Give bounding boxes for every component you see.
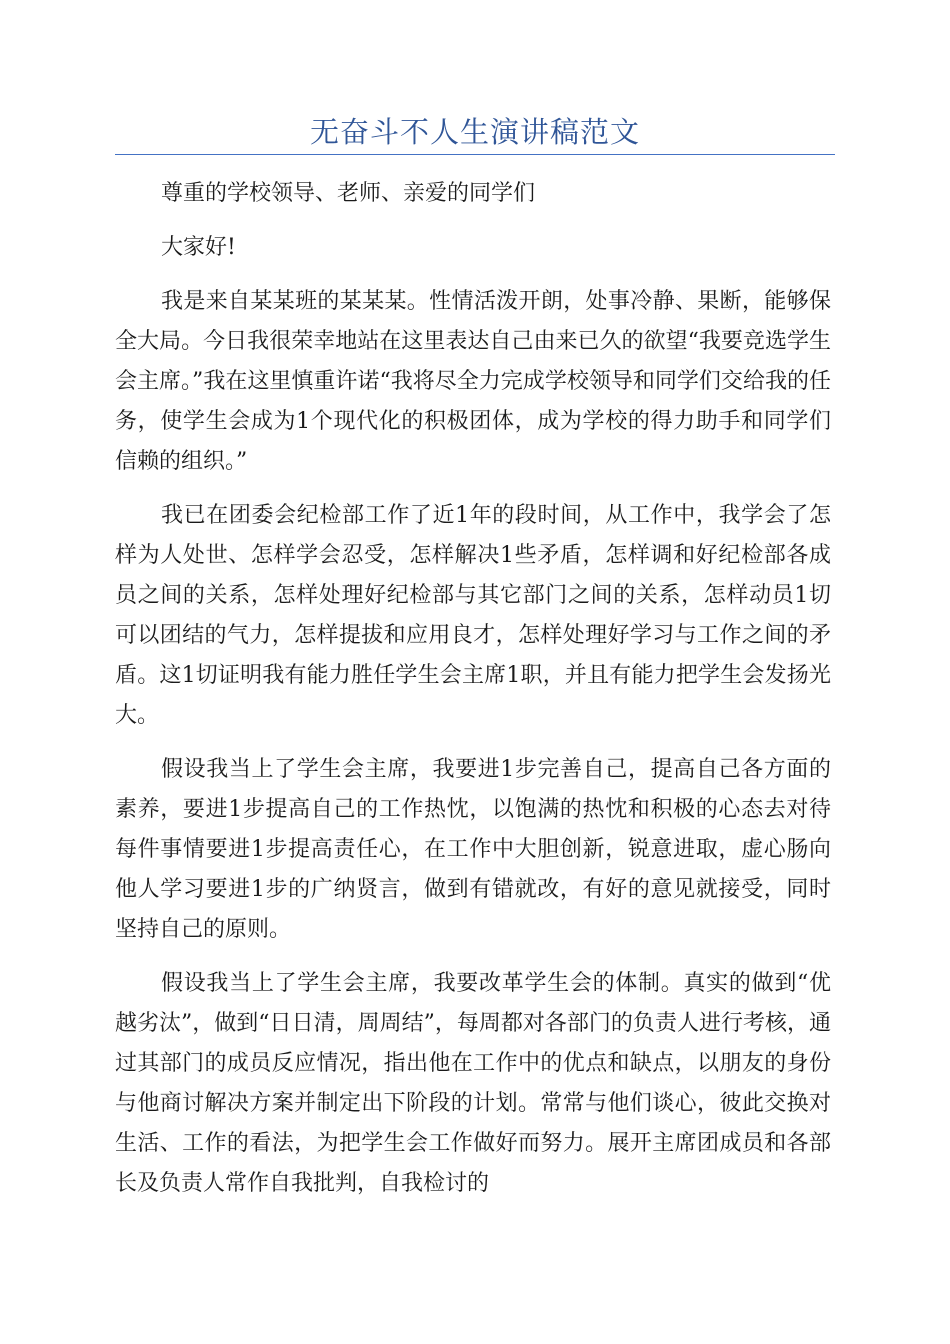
body-paragraph: 假设我当上了学生会主席，我要进1步完善自己，提高自己各方面的素养，要进1步提高自己的工作热忱，以饱满的热忱和积极的心态去对待每件事情要进1步提高责任心，在工作中大胆创新，锐意进取，虚心肠向他人学习要进1步的广纳贤言，做到有错就改，有好的意见就接受，同时坚持自己的原则。 <box>115 757 831 942</box>
body-paragraph: 我已在团委会纪检部工作了近1年的段时间，从工作中，我学会了怎样为人处世、怎样学会忍受，怎样解决1些矛盾，怎样调和好纪检部各成员之间的关系，怎样处理好纪检部与其它部门之间的关系，怎样动员1切可以团结的气力，怎样提拔和应用良才，怎样处理好学习与工作之间的矛盾。这1切证明我有能力胜任学生会主席1职，并且有能力把学生会发扬光大。 <box>115 503 831 728</box>
body-paragraph: 我是来自某某班的某某某。性情活泼开朗，处事冷静、果断，能够保全大局。今日我很荣幸地站在这里表达自己由来已久的欲望“我要竞选学生会主席。”我在这里慎重许诺“我将尽全力完成学校领导和同学们交给我的任务，使学生会成为1个现代化的积极团体，成为学校的得力助手和同学们信赖的组织。” <box>115 289 831 474</box>
document-body <box>115 174 831 1218</box>
salutation-paragraph: 尊重的学校领导、老师、亲爱的同学们 <box>161 181 536 206</box>
document-title: 无奋斗不人生演讲稿范文 <box>309 115 640 149</box>
title-underline <box>115 154 835 155</box>
greeting-paragraph: 大家好! <box>161 235 236 260</box>
body-paragraph: 假设我当上了学生会主席，我要改革学生会的体制。真实的做到“优越劣汰”，做到“日日清，周周结”，每周都对各部门的负责人进行考核，通过其部门的成员反应情况，指出他在工作中的优点和缺点，以朋友的身份与他商讨解决方案并制定出下阶段的计划。常常与他们谈心，彼此交换对生活、工作的看法，为把学生会工作做好而努力。展开主席团成员和各部长及负责人常作自我批判，自我检讨的 <box>115 971 831 1196</box>
